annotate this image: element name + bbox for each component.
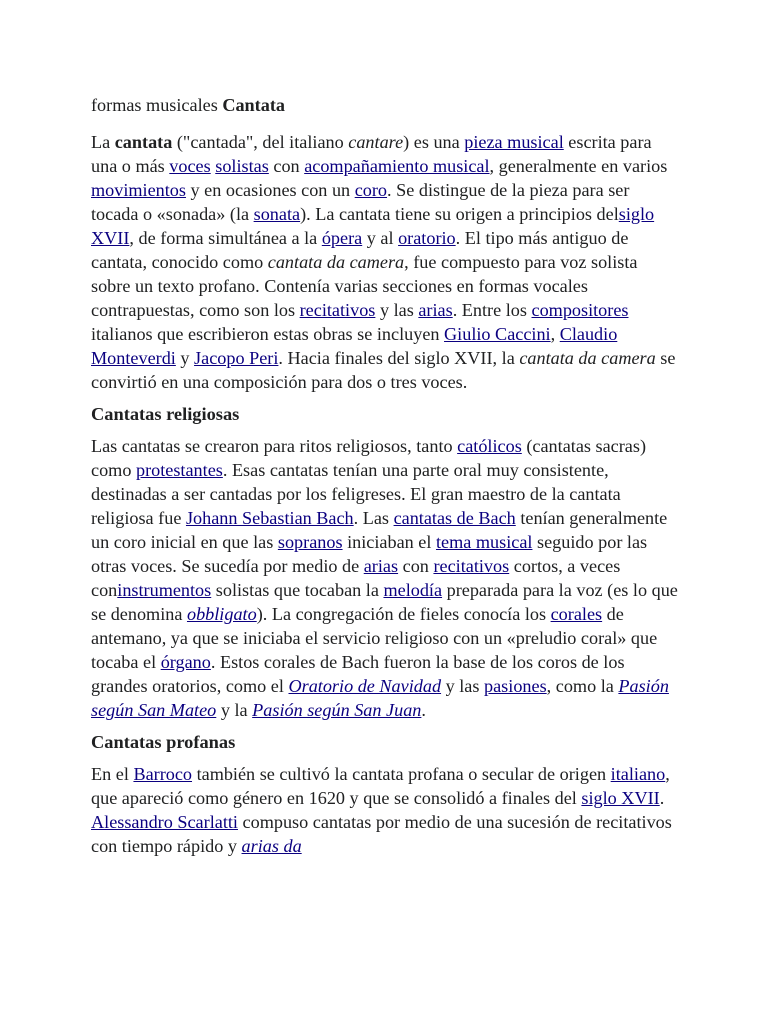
wiki-link[interactable]: oratorio <box>398 228 456 248</box>
wiki-link[interactable]: voces <box>169 156 211 176</box>
wiki-link[interactable]: Jacopo Peri <box>194 348 279 368</box>
document-body <box>91 130 681 858</box>
wiki-link[interactable]: Pasión según San Juan <box>252 700 422 720</box>
wiki-link[interactable]: Oratorio de Navidad <box>288 676 442 696</box>
wiki-link[interactable]: corales <box>550 604 603 624</box>
text-run: . Entre los <box>452 300 532 320</box>
text-run: , fue compuesto para voz solista sobre un texto profano. Contenía varias secciones en formas vocales contrapuestas, como son los <box>91 252 638 320</box>
wiki-link[interactable]: Johann Sebastian Bach <box>185 508 354 528</box>
wiki-link[interactable]: compositores <box>531 300 629 320</box>
text-run: y las <box>441 676 485 696</box>
text-run: (cantatas sacras) como <box>91 436 647 480</box>
text-run: italianos que escribieron estas obras se incluyen <box>91 324 445 344</box>
text-run: . Esas cantatas tenían una parte oral muy consistente, destinadas a ser cantadas por los feligreses. El gran maestro de la cantata religiosa fue <box>91 460 621 528</box>
wiki-link[interactable]: tema musical <box>435 532 533 552</box>
wiki-link[interactable]: arias <box>363 556 399 576</box>
document-title <box>91 93 681 117</box>
title-main: Cantata <box>222 95 285 115</box>
wiki-link[interactable]: siglo XVII <box>581 788 660 808</box>
text-run: . El tipo más antiguo de cantata, conocido como <box>91 228 629 272</box>
wiki-link[interactable]: recitativos <box>299 300 376 320</box>
wiki-link[interactable]: arias da <box>241 836 302 856</box>
text-run: Las cantatas se crearon para ritos religiosos, tanto <box>91 436 458 456</box>
text-run: . Hacia finales del siglo XVII, la <box>278 348 520 368</box>
text-run: ). La cantata tiene su origen a principios del <box>300 204 619 224</box>
text-run: . Las <box>353 508 394 528</box>
wiki-link[interactable]: obbligato <box>186 604 257 624</box>
wiki-link[interactable]: melodía <box>383 580 443 600</box>
section-heading: Cantatas religiosas <box>91 404 240 424</box>
text-run: , que apareció como género en 1620 y que se consolidó a finales del <box>91 764 670 808</box>
wiki-link[interactable]: movimientos <box>91 180 186 200</box>
wiki-link[interactable]: Pasión según San Mateo <box>91 676 669 720</box>
wiki-link[interactable]: católicos <box>457 436 522 456</box>
text-run: . Estos corales de Bach fueron la base de los coros de los grandes oratorios, como el <box>91 652 625 696</box>
italic-term: cantare <box>348 132 404 152</box>
title-prefix: formas musicales <box>91 95 223 115</box>
section-paragraph <box>91 130 681 394</box>
wiki-link[interactable]: pieza musical <box>464 132 564 152</box>
text-run: , de forma simultánea a la <box>129 228 322 248</box>
wiki-link[interactable]: protestantes <box>135 460 223 480</box>
wiki-link[interactable]: Barroco <box>133 764 193 784</box>
document-page <box>91 93 681 866</box>
text-run: preparada para la voz (es lo que se denomina <box>91 580 678 624</box>
wiki-link[interactable]: coro <box>354 180 388 200</box>
text-run: cortos, a veces con <box>91 556 621 600</box>
text-run: y en ocasiones con un <box>185 180 355 200</box>
italic-term: cantata da camera <box>519 348 656 368</box>
wiki-link[interactable]: recitativos <box>433 556 510 576</box>
wiki-link[interactable]: italiano <box>610 764 666 784</box>
text-run: solistas que tocaban la <box>211 580 384 600</box>
text-run: con <box>268 156 305 176</box>
text-run: seguido por las otras voces. Se sucedía por medio de <box>91 532 648 576</box>
wiki-link[interactable]: acompañamiento musical <box>304 156 490 176</box>
wiki-link[interactable]: Alessandro Scarlatti <box>91 812 238 832</box>
text-run: , como la <box>546 676 619 696</box>
wiki-link[interactable]: solistas <box>215 156 269 176</box>
text-run: y <box>175 348 195 368</box>
wiki-link[interactable]: Giulio Caccini <box>444 324 551 344</box>
wiki-link[interactable]: ópera <box>321 228 363 248</box>
text-run: escrita para una o más <box>91 132 652 176</box>
text-run: y al <box>362 228 399 248</box>
wiki-link[interactable]: siglo XVII <box>91 204 655 248</box>
text-run: y las <box>375 300 419 320</box>
text-run: ("cantada", del italiano <box>172 132 349 152</box>
section-heading: Cantatas profanas <box>91 732 236 752</box>
wiki-link[interactable]: Claudio Monteverdi <box>91 324 618 368</box>
text-run: y la <box>216 700 253 720</box>
wiki-link[interactable]: órgano <box>160 652 211 672</box>
wiki-link[interactable]: sopranos <box>277 532 343 552</box>
text-run: , <box>550 324 560 344</box>
text-run: . <box>421 700 426 720</box>
text-run: ) es una <box>403 132 465 152</box>
text-run: La <box>91 132 115 152</box>
text-run: también se cultivó la cantata profana o secular de origen <box>192 764 611 784</box>
wiki-link[interactable]: pasiones <box>484 676 547 696</box>
text-run: . Se distingue de la pieza para ser tocada o «sonada» (la <box>91 180 630 224</box>
text-run: compuso cantatas por medio de una sucesión de recitativos con tiempo rápido y <box>91 812 672 856</box>
text-run: con <box>398 556 434 576</box>
wiki-link[interactable]: arias <box>418 300 453 320</box>
bold-term: cantata <box>114 132 173 152</box>
text-run: tenían generalmente un coro inicial en que las <box>91 508 668 552</box>
text-run: ). La congregación de fieles conocía los <box>256 604 551 624</box>
section-paragraph <box>91 434 681 722</box>
section-paragraph <box>91 762 681 858</box>
wiki-link[interactable]: cantatas de Bach <box>393 508 516 528</box>
text-run: , generalmente en varios <box>489 156 668 176</box>
wiki-link[interactable]: sonata <box>253 204 301 224</box>
text-run: En el <box>91 764 134 784</box>
italic-term: cantata da camera <box>267 252 405 272</box>
text-run: iniciaban el <box>342 532 436 552</box>
text-run: se convirtió en una composición para dos o tres voces. <box>91 348 676 392</box>
wiki-link[interactable]: instrumentos <box>117 580 212 600</box>
text-run: . <box>659 788 665 808</box>
text-run: de antemano, ya que se iniciaba el servicio religioso con un «preludio coral» que tocaba el <box>91 604 658 672</box>
